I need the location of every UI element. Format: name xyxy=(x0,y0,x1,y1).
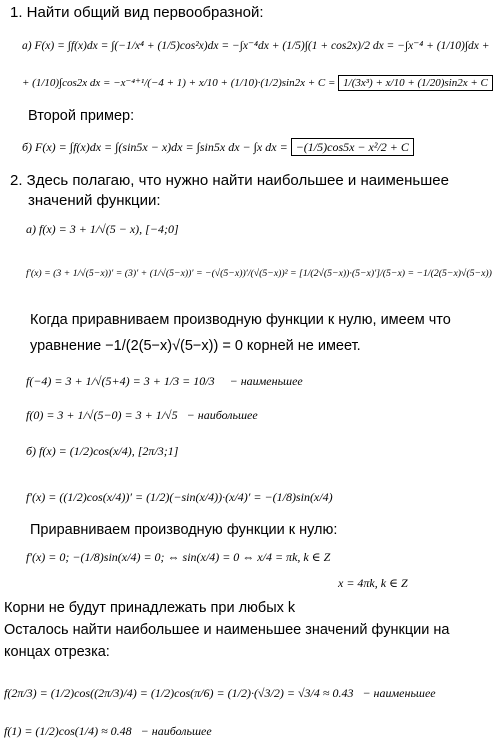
section1-b-line xyxy=(22,140,414,155)
section1-a-line1: а) F(x) = ∫f(x)dx = ∫(−1/x⁴ + (1/5)cos²x)dx = −∫x⁻⁴dx + (1/5)∫(1 + cos2x)/2 dx = −∫x⁻⁴ + (1/10)∫dx + xyxy=(22,40,490,52)
f-minus4-note: − наименьшее xyxy=(229,374,303,388)
section2-a-derivative: f′(x) = (3 + 1/√(5−x))′ = (3)′ + (1/√(5−x))′ = −(√(5−x))′/(√(5−x))² = [1/(2√(5−x))·(5−x)′]/(5−x) = −1/(2(5−x)√(5−x)) xyxy=(26,268,492,279)
second-example-label: Второй пример: xyxy=(28,108,135,124)
section1-b-answer-box: −(1/5)cos5x − x²/2 + C xyxy=(291,138,414,156)
section1-a-answer-box: 1/(3x³) + x/10 + (1/20)sin2x + C xyxy=(338,75,493,91)
section2-b-derivative: f′(x) = ((1/2)cos(x/4))′ = (1/2)(−sin(x/4))·(x/4)′ = −(1/8)sin(x/4) xyxy=(26,490,333,504)
equation-line1: f′(x) = 0; −(1/8)sin(x/4) = 0; ⇔ sin(x/4) = 0 ⇔ x/4 = πk, k ∈ Z xyxy=(26,550,331,564)
section1-b-line-text: б) F(x) = ∫f(x)dx = ∫(sin5x − x)dx = ∫sin5x dx − ∫x dx = xyxy=(22,140,288,154)
zero-derivative-text2: Приравниваем производную функции к нулю: xyxy=(30,522,338,538)
section2-intro-line1: 2. Здесь полагаю, что нужно найти наибольшее и наименьшее xyxy=(10,172,449,189)
f-1-note: − наибольшее xyxy=(140,724,212,738)
ends-text-line1: Осталось найти наибольшее и наименьшее значений функции на xyxy=(4,622,450,638)
f-minus4-row xyxy=(26,374,303,389)
section1-a-line2 xyxy=(22,76,493,89)
zero-derivative-text-line2: уравнение −1/(2(5−x)√(5−x)) = 0 корней не имеет. xyxy=(30,338,361,354)
f-1-row xyxy=(4,724,212,739)
f-0-row xyxy=(26,408,258,423)
f-minus4-value: f(−4) = 3 + 1/√(5+4) = 3 + 1/3 = 10/3 xyxy=(26,374,215,388)
section1-a-line2-text: + (1/10)∫cos2x dx = −x⁻⁴⁺¹/(−4 + 1) + x/10 + (1/10)·(1/2)sin2x + C = xyxy=(22,77,336,89)
zero-derivative-text-line1: Когда приравниваем производную функции к нулю, имеем что xyxy=(30,312,451,328)
section2-b-function: б) f(x) = (1/2)cos(x/4), [2π/3;1] xyxy=(26,444,179,458)
section2-a-function: а) f(x) = 3 + 1/√(5 − x), [−4;0] xyxy=(26,222,179,236)
f-2pi3-note: − наименьшее xyxy=(362,686,436,700)
section2-intro-line2: значений функции: xyxy=(28,192,161,209)
section1-heading: 1. Найти общий вид первообразной: xyxy=(10,4,264,21)
f-1-value: f(1) = (1/2)cos(1/4) ≈ 0.48 xyxy=(4,724,132,738)
equation-line2: x = 4πk, k ∈ Z xyxy=(338,576,408,590)
ends-text-line2: концах отрезка: xyxy=(4,644,110,660)
f-2pi3-value: f(2π/3) = (1/2)cos((2π/3)/4) = (1/2)cos(π/6) = (1/2)·(√3/2) = √3/4 ≈ 0.43 xyxy=(4,686,354,700)
f-0-note: − наибольшее xyxy=(186,408,258,422)
roots-text: Корни не будут принадлежать при любых k xyxy=(4,600,296,616)
f-2pi3-row xyxy=(4,686,436,701)
f-0-value: f(0) = 3 + 1/√(5−0) = 3 + 1/√5 xyxy=(26,408,178,422)
